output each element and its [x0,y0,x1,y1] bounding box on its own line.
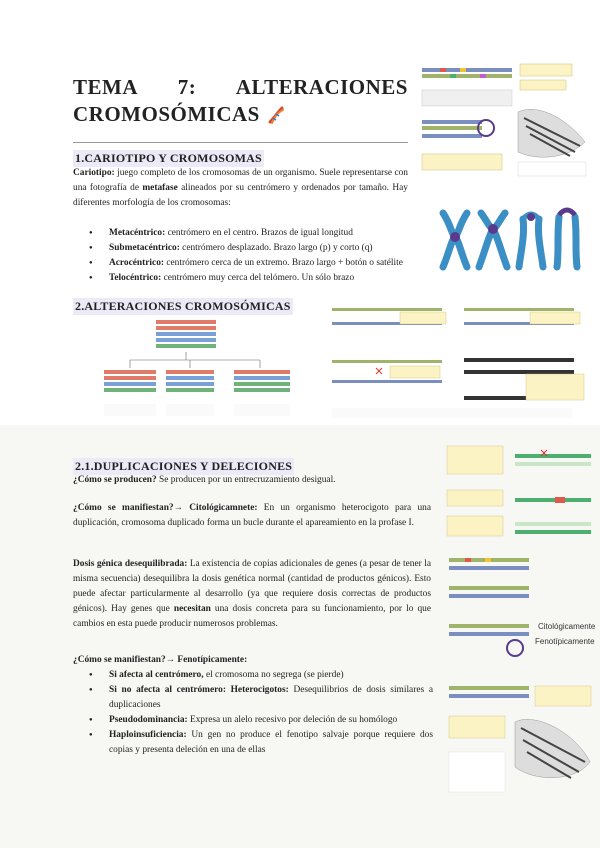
fenotipic-term: Haploinsuficiencia: [109,730,187,740]
alterations-types-figure [330,300,590,422]
dosis-text-1: La existencia de copias adicionales de genes (a pesar de tener la misma secuencia) desequilibra la dosis genética normal (cantidad de productos génicos). Esto puede afectar particularmente al desarrollo (ya que requiere dosis correctas de productos génicos). Hay genes que [73,559,431,614]
fenotipic-text: Desequilibrios de dosis similares a duplicaciones [109,685,433,710]
fenotipic-text: Expresa un alelo recesivo por deleción de su homólogo [187,715,398,725]
necesitan-term: necesitan [173,604,211,614]
list-item [73,683,433,713]
list-item [73,713,433,728]
list-item [73,256,433,271]
morphology-term: Metacéntrico: [109,228,166,238]
fenotipic-question [73,653,423,668]
acrocentric-chromosome [519,213,543,267]
chromosome-morphology-list [73,226,433,286]
cariotipo-text-1: juego completo de los cromosomas de un organismo. Suele representarse con una fotografía de [73,168,408,193]
fenotipic-figure-label: Fenotípicamente [535,637,595,646]
morphology-term: Telocéntrico: [109,273,162,283]
crossover-figure [420,62,590,182]
list-item [73,241,433,256]
cariotipo-text-2: alineados por su centrómero y ordenados por tamaño. Hay diferentes morfología de los cromosomas: [73,183,408,208]
panel-translocation [464,358,584,400]
fenotipic-list [73,668,433,758]
chromosome-bars-top [422,68,512,78]
metafase-term: metafase [142,183,178,193]
dosis-text-2: una dosis concreta para su funcionamiento, por lo que cambios en esta puede producir numerosos problemas. [73,604,431,629]
fenotipic-heading: ¿Cómo se manifiestan?→ Fenotípicamente: [73,655,248,665]
citologic-paragraph [73,501,431,531]
section1-heading: 1.CARIOTIPO Y CROMOSOMAS [75,151,262,165]
unequal-crossover-figure [445,440,595,550]
title-word-number: 7: [177,75,197,99]
morphology-text: centrómero desplazado. Brazo largo (p) y corto (q) [179,243,373,253]
chromosome-shapes-figure [435,205,585,275]
morphology-text: centrómero muy cerca del telómero. Un sólo brazo [161,273,355,283]
duplication-loop-figure [445,552,595,802]
fenotipic-text: Un gen no produce el fenotipo salvaje porque requiere dos copias y presenta deleción en una de ellas [109,730,433,755]
fenotipic-term: Si no afecta al centrómero: Heterocigotos: [109,685,289,695]
produce-paragraph [73,473,423,488]
citologic-answer: En un organismo heterocigoto para una duplicación, cromosoma duplicado forma un bucle durante el apareamiento en la profase I. [73,503,431,528]
morphology-text: centrómero en el centro. Brazos de igual longitud [165,228,353,238]
dna-icon [266,105,286,125]
section21-heading: 2.1.DUPLICACIONES Y DELECIONES [75,459,293,473]
produce-answer: Se producen por un entrecruzamiento desigual. [156,475,336,485]
morphology-term: Submetacéntrico: [109,243,180,253]
fenotipic-term: Si afecta al centrómero, [109,670,204,680]
produce-question: ¿Cómo se producen? [73,475,157,485]
chromosome-tree-figure [100,318,310,422]
panel-duplication [332,308,446,325]
fenotipic-term: Pseudodominancia: [109,715,188,725]
section2-heading: 2.ALTERACIONES CROMOSÓMICAS [75,299,291,313]
dosis-paragraph [73,557,431,632]
list-item [73,271,433,286]
morphology-term: Acrocéntrico: [109,258,165,268]
dosis-term: Dosis génica desequilibrada: [73,559,188,569]
list-item [73,728,433,758]
citologic-figure-label: Citológicamente [538,622,596,631]
title-word-tema: TEMA [73,75,138,99]
fenotipic-text: el cromosoma no segrega (se pierde) [203,670,344,680]
metacentric-chromosome [443,213,467,267]
list-item [73,668,433,683]
submetacentric-chromosome [479,213,507,267]
list-item [73,226,433,241]
morphology-text: centrómero cerca de un extremo. Brazo largo + botón o satélite [164,258,403,268]
panel-inversion [464,308,580,325]
panel-deletion [332,360,442,383]
title-divider [73,142,408,143]
cariotipo-term: Cariotipo: [73,168,115,178]
title-word-alteraciones: ALTERACIONES [235,75,408,99]
section1-paragraph [73,166,408,211]
telocentric-chromosome [557,210,577,267]
page-title [73,74,408,128]
title-word-cromosomicas: CROMOSÓMICAS [73,102,260,126]
citologic-question: ¿Cómo se manifiestan?→ Citológicamnete: [73,503,258,513]
